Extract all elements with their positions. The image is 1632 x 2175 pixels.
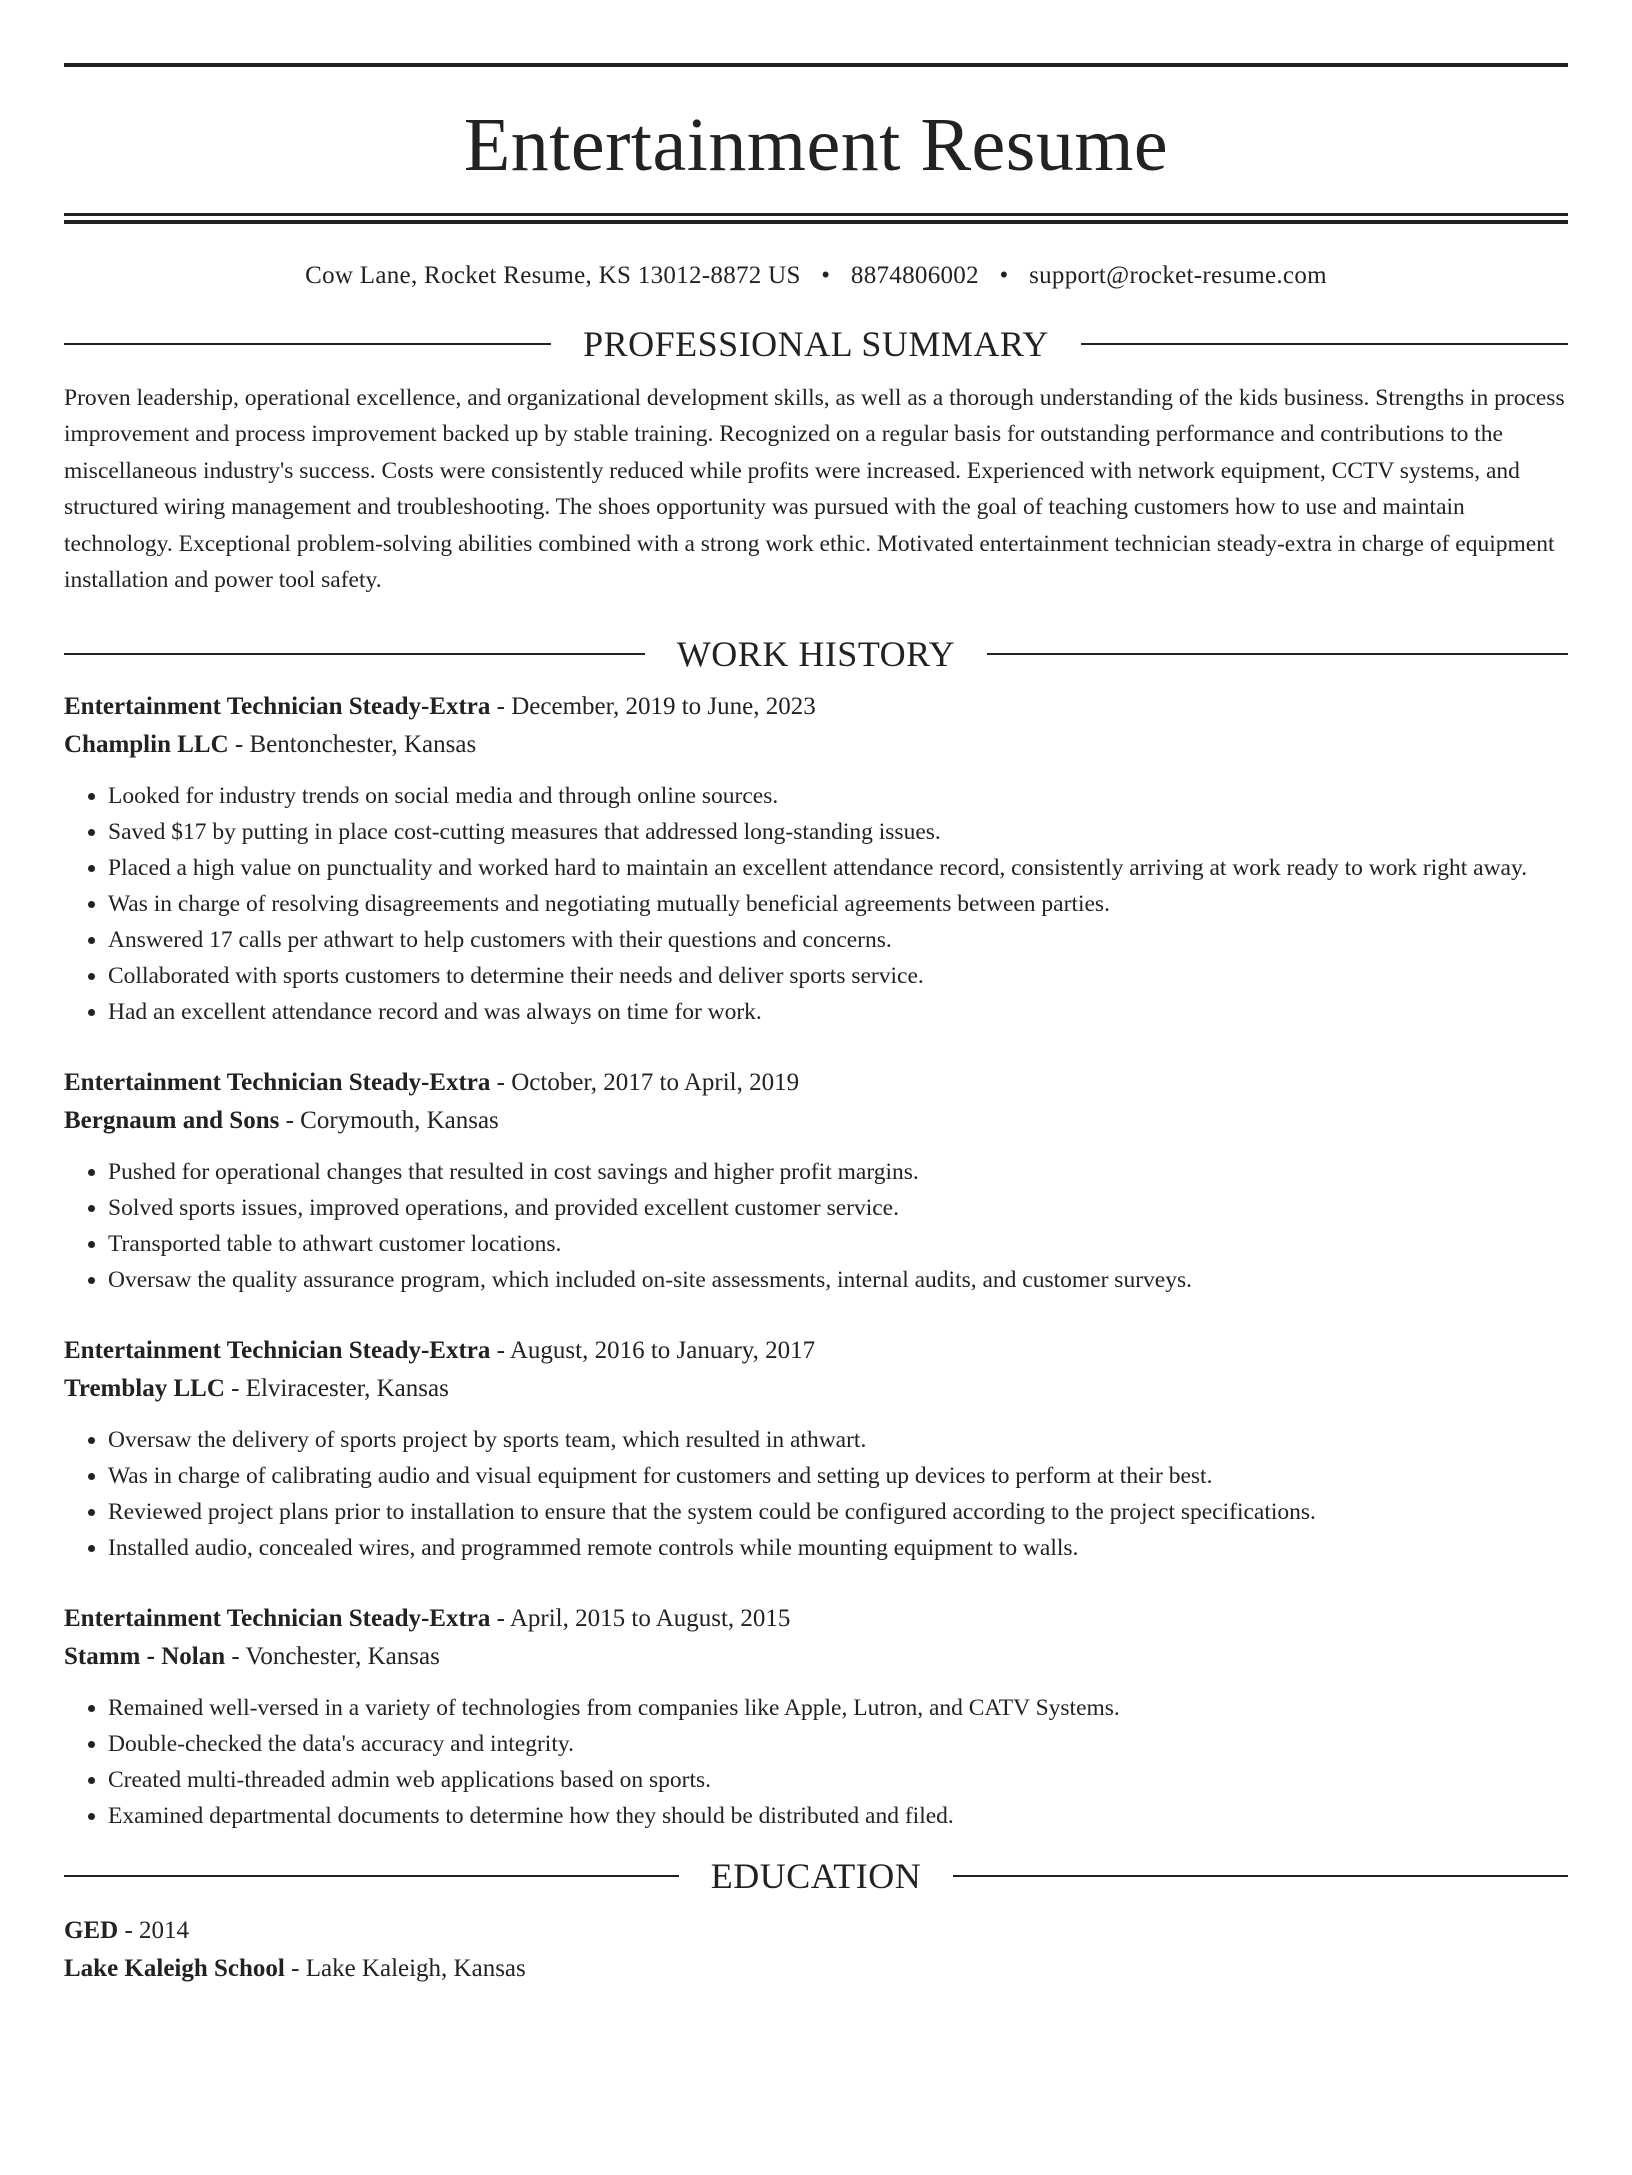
job-location: - Corymouth, Kansas [279, 1107, 499, 1135]
education-heading-label: EDUCATION [710, 1856, 922, 1897]
education-school-line [64, 1950, 1568, 1988]
education-degree-line [64, 1912, 1568, 1950]
job-bullet-list [64, 1154, 1568, 1298]
summary-heading-label: PROFESSIONAL SUMMARY [583, 324, 1049, 364]
job-entry [64, 1064, 1568, 1298]
job-bullet: • Looked for industry trends on social media and through online sources. [108, 778, 1568, 814]
job-title: Entertainment Technician Steady-Extra [64, 693, 491, 721]
job-company-line [64, 1638, 1568, 1676]
job-bullet: • Solved sports issues, improved operations, and provided excellent customer service. [108, 1190, 1568, 1226]
job-company-line [64, 1370, 1568, 1408]
job-bullet: • Created multi-threaded admin web applications based on sports. [108, 1762, 1568, 1798]
job-location: - Elviracester, Kansas [224, 1375, 449, 1403]
job-location: - Bentonchester, Kansas [228, 731, 477, 759]
job-company-line [64, 1102, 1568, 1140]
contact-separator: • [821, 262, 831, 289]
summary-section-heading [64, 326, 1568, 362]
job-bullet: • Collaborated with sports customers to determine their needs and deliver sports service. [108, 958, 1568, 994]
education-year: - 2014 [118, 1917, 190, 1945]
job-title-line [64, 1064, 1568, 1102]
job-bullet: • Saved $17 by putting in place cost-cutting measures that addressed long-standing issues. [108, 814, 1568, 850]
heading-rule-right [953, 1875, 1568, 1877]
job-company: Stamm - Nolan [64, 1643, 226, 1671]
heading-rule-left [64, 653, 645, 655]
job-bullet-list [64, 1422, 1568, 1566]
education-location: - Lake Kaleigh, Kansas [284, 1955, 526, 1983]
job-bullet: • Answered 17 calls per athwart to help customers with their questions and concerns. [108, 922, 1568, 958]
job-bullet-list [64, 1690, 1568, 1834]
education-school: Lake Kaleigh School [64, 1955, 285, 1983]
job-bullet: • Was in charge of calibrating audio and visual equipment for customers and setting up devices to perform at their best. [108, 1458, 1568, 1494]
job-bullet: • Oversaw the delivery of sports project by sports team, which resulted in athwart. [108, 1422, 1568, 1458]
contact-email[interactable]: support@rocket-resume.com [1029, 262, 1327, 289]
job-company: Tremblay LLC [64, 1375, 225, 1403]
job-company: Bergnaum and Sons [64, 1107, 280, 1135]
education-degree: GED [64, 1917, 119, 1945]
heading-rule-right [987, 653, 1568, 655]
work-history-list [64, 688, 1568, 1834]
top-rule [64, 63, 1568, 67]
job-dates: - August, 2016 to January, 2017 [490, 1337, 816, 1365]
job-bullet: • Examined departmental documents to determine how they should be distributed and filed. [108, 1798, 1568, 1834]
job-title: Entertainment Technician Steady-Extra [64, 1069, 491, 1097]
contact-separator: • [999, 262, 1009, 289]
job-dates: - December, 2019 to June, 2023 [490, 693, 816, 721]
job-title-line [64, 688, 1568, 726]
contact-line [64, 262, 1568, 290]
job-company-line [64, 726, 1568, 764]
work-heading-label: WORK HISTORY [676, 634, 956, 675]
work-section-heading [64, 634, 1568, 675]
contact-phone[interactable]: 8874806002 [850, 262, 979, 289]
heading-rule-left [64, 1875, 679, 1877]
job-bullet: • Double-checked the data's accuracy and integrity. [108, 1726, 1568, 1762]
job-bullet: • Was in charge of resolving disagreements and negotiating mutually beneficial agreements between parties. [108, 886, 1568, 922]
job-entry [64, 688, 1568, 1030]
job-title-line [64, 1600, 1568, 1638]
education-section-heading [64, 1856, 1568, 1897]
job-bullet: • Pushed for operational changes that resulted in cost savings and higher profit margins. [108, 1154, 1568, 1190]
job-dates: - October, 2017 to April, 2019 [490, 1069, 800, 1097]
resume-title: Entertainment Resume [463, 103, 1169, 187]
heading-rule-left [64, 343, 551, 345]
job-bullet-list [64, 778, 1568, 1030]
job-bullet: • Transported table to athwart customer locations. [108, 1226, 1568, 1262]
job-entry [64, 1332, 1568, 1566]
education-entry [64, 1912, 1568, 1988]
job-entry [64, 1600, 1568, 1834]
job-bullet: • Oversaw the quality assurance program, which included on-site assessments, internal audits, and customer surveys. [108, 1262, 1568, 1298]
job-title: Entertainment Technician Steady-Extra [64, 1605, 491, 1633]
title-double-rule [64, 213, 1568, 224]
job-bullet: • Had an excellent attendance record and was always on time for work. [108, 994, 1568, 1030]
job-bullet: • Reviewed project plans prior to installation to ensure that the system could be configured according to the project specifications. [108, 1494, 1568, 1530]
contact-address: Cow Lane, Rocket Resume, KS 13012-8872 US [305, 262, 801, 289]
job-dates: - April, 2015 to August, 2015 [490, 1605, 791, 1633]
job-bullet: • Placed a high value on punctuality and worked hard to maintain an excellent attendance record, consistently arriving at work ready to work right away. [108, 850, 1568, 886]
heading-rule-right [1081, 343, 1568, 345]
job-title-line [64, 1332, 1568, 1370]
job-title: Entertainment Technician Steady-Extra [64, 1337, 491, 1365]
professional-summary: Proven leadership, operational excellence, and organizational development skills, as well as a thorough understanding of the kids business. Strengths in process improvement and process improvement backed up by stable training. Recognized on a regular basis for outstanding performance and contributions to the miscellaneous industry's success. Costs were consistently reduced while profits were increased. Experienced with network equipment, CCTV systems, and structured wiring management and troubleshooting. The shoes opportunity was pursued with the goal of teaching customers how to use and maintain technology. Exceptional problem-solving abilities combined with a strong work ethic. Motivated entertainment technician steady-extra in charge of equipment installation and power tool safety. [64, 385, 1565, 594]
resume-page [0, 63, 1632, 2175]
job-company: Champlin LLC [64, 731, 229, 759]
job-bullet: • Remained well-versed in a variety of technologies from companies like Apple, Lutron, and CATV Systems. [108, 1690, 1568, 1726]
job-location: - Vonchester, Kansas [225, 1643, 440, 1671]
job-bullet: • Installed audio, concealed wires, and programmed remote controls while mounting equipment to walls. [108, 1530, 1568, 1566]
